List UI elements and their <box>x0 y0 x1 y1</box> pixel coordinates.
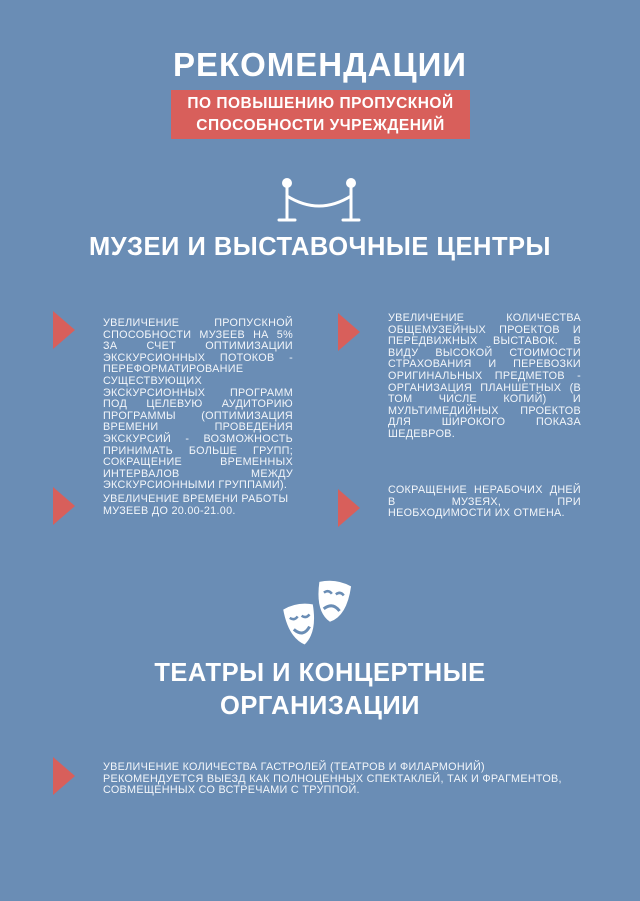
subtitle-line-1: ПО ПОВЫШЕНИЮ ПРОПУСКНОЙ <box>187 94 454 112</box>
bullet-arrow-icon <box>338 489 360 527</box>
bullet-arrow-icon <box>338 313 360 351</box>
bullet-arrow-icon <box>53 311 75 349</box>
subtitle-banner <box>171 90 470 139</box>
theatre-item <box>103 762 588 797</box>
bullet-arrow-icon <box>53 487 75 525</box>
theatre-masks-icon <box>283 580 353 650</box>
museum-item-1: УВЕЛИЧЕНИЕ ПРОПУСКНОЙ СПОСОБНОСТИ МУЗЕЕВ НА 5% ЗА СЧЕТ ОПТИМИЗАЦИИ ЭКСКУРСИОННЫХ ПОТОКОВ - ПЕРЕФОРМАТИРОВАНИЕ СУЩЕСТВУЮЩИХ ЭКСКУРСИОННЫХ ПРОГРАММ ПОД ЦЕЛЕВУЮ АУДИТОРИЮ ПРОГРАММЫ (ОПТИМИЗАЦИЯ ВРЕМЕНИ ПРОВЕДЕНИЯ ЭКСКУРСИЙ - ВОЗМОЖНОСТЬ ПРИНИМАТЬ БОЛЬШЕ ГРУПП; СОКРАЩЕНИЕ ВРЕМЕННЫХ ИНТЕРВАЛОВ МЕЖДУ ЭКСКУРСИОННЫМИ ГРУППАМИ). <box>103 317 293 492</box>
museum-item-2: УВЕЛИЧЕНИЕ КОЛИЧЕСТВА ОБЩЕМУЗЕЙНЫХ ПРОЕКТОВ И ПЕРЕДВИЖНЫХ ВЫСТАВОК. В ВИДУ ВЫСОКОЙ СТОИМОСТИ СТРАХОВАНИЯ И ПЕРЕВОЗКИ ОРИГИНАЛЬНЫХ ПРЕДМЕТОВ - ОРГАНИЗАЦИЯ ПЛАНШЕТНЫХ (В ТОМ ЧИСЛЕ КОПИЙ) И МУЛЬТИМЕДИЙНЫХ ПРОЕКТОВ ДЛЯ ШИРОКОГО ПОКАЗА ШЕДЕВРОВ. <box>388 312 581 440</box>
museums-title: МУЗЕИ И ВЫСТАВОЧНЫЕ ЦЕНТРЫ <box>88 233 552 261</box>
subtitle-line-2: СПОСОБНОСТИ УЧРЕЖДЕНИЙ <box>196 116 445 134</box>
theatre-item-line-2: РЕКОМЕНДУЕТСЯ ВЫЕЗД КАК ПОЛНОЦЕННЫХ СПЕКТАКЛЕЙ, ТАК И ФРАГМЕНТОВ, СОВМЕЩЕННЫХ СО ВСТРЕЧАМИ С ТРУППОЙ. <box>103 772 562 797</box>
theatres-title <box>0 657 640 723</box>
museum-item-3: УВЕЛИЧЕНИЕ ВРЕМЕНИ РАБОТЫ МУЗЕЕВ ДО 20.00-21.00. <box>103 493 289 517</box>
bullet-arrow-icon <box>53 757 75 795</box>
stanchion-rope-icon <box>275 178 363 224</box>
theatres-title-line-2: ОРГАНИЗАЦИИ <box>219 692 421 720</box>
theatre-item-line-1: УВЕЛИЧЕНИЕ КОЛИЧЕСТВА ГАСТРОЛЕЙ (ТЕАТРОВ И ФИЛАРМОНИЙ) <box>103 761 485 773</box>
page-title: РЕКОМЕНДАЦИИ <box>172 46 468 83</box>
theatres-title-line-1: ТЕАТРЫ И КОНЦЕРТНЫЕ <box>154 659 486 687</box>
museum-item-4: СОКРАЩЕНИЕ НЕРАБОЧИХ ДНЕЙ В МУЗЕЯХ, ПРИ НЕОБХОДИМОСТИ ИХ ОТМЕНА. <box>388 484 581 520</box>
